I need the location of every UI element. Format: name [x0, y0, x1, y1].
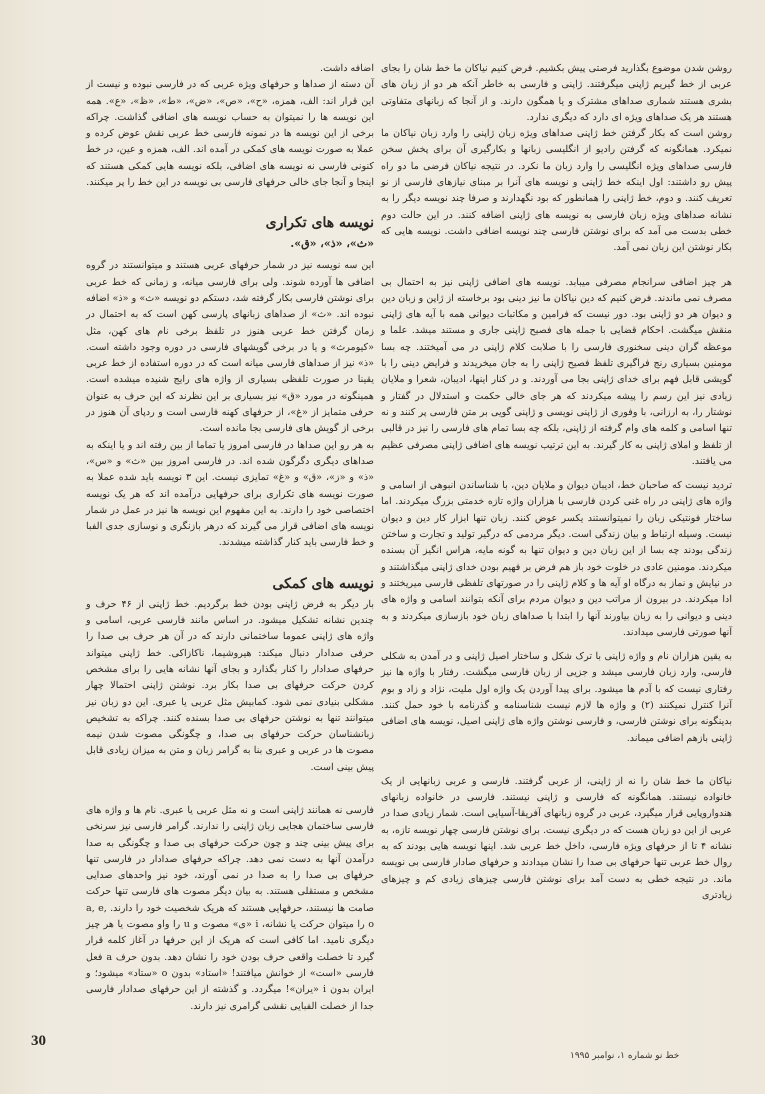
- section-heading: نویسه های تکراری: [265, 215, 374, 232]
- paragraph: نیاکان ما خط شان را نه از ژاپنی، از عربی گرفتند. فارسی و عربی زبانهایی از یک خانواده نیستند. همانگونه که فارسی و ژاپنی نیستند. فارسی در خانواده زبانهای هندواروپایی قرار میگیرد، عربی در گروه زبانهای آفریقا-آسیایی است. شمار زیادی صدا در عربی از این دو زبان هست که در دیگری نیست. برای نوشتن فارسی چهار نویسه تازه، به نشانه ۴ تا از حرفهای ویژه فارسی، داخل خط عربی شد. اینها نویسه هایی بودند که به روال خط عربی تنها حرفهای بی صدا را نشان میدادند و حرفهای صادار فارسی بی نویسه ماند. در نتیجه خطی به دست آمد برای نوشتن فارسی چیزهای زیادی کم و چیزهای زیادتری: [381, 775, 733, 901]
- left-column: [86, 61, 374, 1015]
- paragraph: بار دیگر به فرض ژاپنی بودن خط برگردیم. خط ژاپنی از ۴۶ حرف و چندین نشانه تشکیل میشود. در اساس مانند فارسی عربی، اسامی و واژه های ژاپنی عموما ساختمانی دارند که در آن هر حرف بی صدا را حرفی صدادار دنبال میکند: هیروشیما، ناکازاکی. خط ژاپنی میتواند حرفهای صدادار را کنار بگذارد و بجای آنها نشانه هایی را برای مشخص کردن حرکت حرفهای بی صدا بکار برد. نوشتن ژاپنی احتمالا چهار مشکلی بنیادی نمی شود. کمابیش مثل عربی یا عبری. این دو زبان نیز میتوانند تنها به نوشتن حرفهای بی صدا بسنده کنند. چراکه به تشخیص زبانشناسان حرکت حرفهای بی صدا، و چگونگی مصوت شدن نیمه مصوت ها در عربی و عبری بنا به گرامر زبان و متن به میزان زیادی قابل پیش بینی است.: [86, 598, 374, 773]
- section-subheading: «ث»، «ذ»، «ق».: [290, 237, 374, 251]
- section-heading: نویسه های کمکی: [272, 575, 374, 592]
- spacer: [381, 470, 732, 478]
- issue-line: خط نو شماره ۱، نوامبر ۱۹۹۵: [570, 1051, 680, 1061]
- spacer: [381, 257, 732, 275]
- paragraph: فارسی نه همانند ژاپنی است و نه مثل عربی یا عبری. نام ها و واژه های فارسی ساختمان هجایی زبان ژاپنی را ندارند. گرامر فارسی نیز سرنخی برای پیش بینی چند و چون حرکت حرفهای بی صدا و چگونگی به صدا درآمدن آنها به دست نمی دهد. چراکه حرفهای صدادار در فارسی تنها حرفهای بی صدا را به صدا در نمی آورند، خود نیز واحدهای صدایی مشخص و مستقلی هستند. به بیان دیگر مصوت های فارسی تنها حرکت صامت ها نیستند، حرفهایی هستند که هریک شخصیت خود را دارند. a, e, o را میتوان حرکت یا نشانه، i «ی» مصوت و u را واو مصوت یا هر چیز دیگری نامید. اما کافی است که هریک از این حرفها در آغاز کلمه قرار گیرد تا خصلت واقعی حرف بودن خود را نشان دهد. بدون حرف a فعل فارسی «است» از خوانش میافتند! «استاد» بدون o «ستاد» میشود؛ و ایران بدون i «یران»! میگردد. و گذشته از این حرفهای صدادار فارسی جدا از خصلت الفبایی نقشی گرامری نیز دارند.: [86, 804, 375, 1012]
- right-column: [381, 61, 732, 904]
- paragraph: به هر رو این صداها در فارسی امروز یا تماما از بین رفته اند و یا اینکه به صداهای دیگری دگرگون شده اند. در فارسی امروز بین «ث» و «س»، «ذ» و «ز»، «ق» و «غ» تمایزی نیست. این ۳ نویسه باید شده عملا به صورت نویسه های تکراری برای حرفهایی درآمده اند که هر یک نویسه اختصاصی خود را دارند. به این مفهوم این نویسه ها نیز در عمل در شمار نویسه های اضافی قرار می گیرند که درهر بازنگری و نوسازی جدی الفبا و خط فارسی باید کنار گذاشته میشدند.: [86, 439, 374, 549]
- paragraph: روشن است که بکار گرفتن خط ژاپنی صداهای ویژه زبان ژاپنی را وارد زبان نیاکان ما نمیکرد. همانگونه که گرفتن رادیو از انگلیسی زبانها و بکارگیری آن برای پخش سخن فارسی صداهای ویژه انگلیسی را وارد زبان ما نکرد. در نتیجه نیاکان فرضی ما دو راه پیش رو داشتند: اول اینکه خط ژاپنی و نویسه های آنرا بر مبنای نیازهای فارسی از نو تعریف کنند. و دوم، خط ژاپنی را همانطور که بود نگهدارند و صرفا چند نویسه دیگر را به نشانه صداهای ویژه زبان فارسی به نویسه های ژاپنی اضافه کنند. در این حالت دوم خطی بدست می آمد که برای نوشتن فارسی چند نویسه اضافی داشت. نویسه هایی که بکار نوشتن این زبان نمی آمد.: [381, 128, 732, 254]
- spacer: [86, 776, 374, 803]
- page-number: 30: [31, 1033, 46, 1049]
- paragraph: آن دسته از صداها و حرفهای ویژه عربی که در فارسی نبوده و نیست از این قرار اند: الف، همزه، «ح»، «ص»، «ض»، «ط»، «ظ»، «ع». همه این نویسه ها را نمیتوان به حساب نویسه های اضافی گذاشت. چراکه برخی از این نویسه ها در نمونه فارسی خط عربی نقش عوض کرده و عملا به صورت نویسه های کمکی در آمده اند. الف، همزه و عین، در خط کنونی فارسی نه نویسه های اضافی، بلکه نویسه هایی کمکی هستند که اینجا و آنجا جای خالی حرفهای فارسی بی نویسه در این خط را پر میکنند.: [86, 79, 374, 189]
- spacer: [381, 747, 732, 774]
- paragraph: به یقین هزاران نام و واژه ژاپنی با ترک شکل و ساختار اصیل ژاپنی و در آمدن به شکلی فارسی، وارد زبان فارسی میشد و جزیی از زبان فارسی میگشت. رفتار با واژه ها نیز رفتاری نیست که با آدم ها میشود. برای پیدا آوردن یک واژه اول ملیت، نژاد و زاد و بوم آنرا کنترل نمیکنند (۲) و واژه ها لازم نیست شناسنامه و گذرنامه با خود حمل کنند. بدینگونه برای نوشتن فارسی، و فارسی نوشتن واژه های ژاپنی اصیل، نویسه های اضافی ژاپنی بازهم اضافی میماند.: [381, 651, 732, 744]
- paragraph: هر چیز اضافی سرانجام مصرفی میبابد. نویسه های اضافی ژاپنی نیز به احتمال بی مصرف نمی ماندند. فرض کنیم که دین نیاکان ما نیز دینی بود برخاسته از ژاپن و زبان دین و دیوان هر دو ژاپنی بود. دور نیست که فرامین و مکاتبات دیوانی همه با آیه های ژاپنی منقش میگشت. احکام قضایی با جمله های فصیح ژاپنی جاری و مستند میشد. علما و موعظه گران دینی سخنوری فارسی را با صلابت کلام ژاپنی در می آمیختند. چه بسا مومنین بسیاری رنج فراگیری تلفظ فصیح ژاپنی را به جان میخریدند و فرایض دینی را با گویشی قابل فهم برای خدای ژاپنی بجا می آوردند. و در کنار اینها، ادیبان، شعرا و ملایان زیادی نیز این رسم را پیشه میکردند که هر جای خالی حکمت و استدلال در گفتار و نوشتار را، به ارزانی، با وفوری از ژاپنی نویسی و ژاپنی گویی بر متن فارسی پر کنند و نه تنها اسامی و کلمه های وام گرفته از ژاپنی، بلکه چه بسا تمام های فارسی را نیز در قالبی از تلفظ و املای ژاپنی به کار گیرند. به این ترتیب نویسه های اضافی ژاپنی مصرفی عظیم می یافتند.: [381, 276, 732, 467]
- paragraph: تردید نیست که صاحبان خط، ادیبان دیوان و ملایان دین، با شناساندن انبوهی از اسامی و واژه های ژاپنی در راه غنی کردن فارسی با هزاران واژه تازه خدمتی بزرگ میکردند. اما ساختار فونتیکی زبان را نمیتوانستند یکسر عوض کنند. زبان تنها ابزار کار دین و دیوان نیست. وسیله ارتباط و بیان زندگی است. دیگر مردمی که درگیر تولید و تجارت و ساختن زندگی بودند چه بسا از این زبان دین و دیوان تنها به گونه مایه، هراس انگیز آن بسنده میکردند. مومنین عادی در خلوت خود باز هم فرض بر فهیم بودن خدای ژاپنی میگذاشتند و در نیایش و نماز به درگاه او آیه ها و کلام ژاپنی را در صورتهای تلفظی فارسی میریختند و ادا میکردند. در بیرون از مراتب دین و دیوان مردم برای آنکه بتوانند اسامی و واژه های دینی و دیوانی را به زبان بیاورند آنها را ابتدا با صداهای زبان خود بازسازی میکردند و به آنها صورتی فارسی میدادند.: [381, 480, 732, 638]
- paragraph: روشن شدن موضوع بگذارید فرصتی پیش بکشیم. فرض کنیم نیاکان ما خط شان را بجای عربی از خط گیریم ژاپنی میگرفتند. ژاپنی و فارسی به خاطر آنکه هر دو از زبان های بشری هستند شماری صداهای مشترک و یا همگون دارند. و از آنجا که زبانهای متفاوتی هستند هر یک صداهای ویژه ای دارد که دیگری ندارد.: [381, 63, 732, 123]
- paragraph: این سه نویسه نیز در شمار حرفهای عربی هستند و میتوانستند در گروه اضافی ها آورده شوند. ولی برای فارسی میانه، و زمانی که خط عربی برای نوشتن فارسی بکار گرفته شد، دستکم دو نویسه «ث» و «ذ» اضافه نبوده اند. «ث» از صداهای زبانهای پارسی کهن است که به احتمال در زمان گرفتن خط عربی هنوز در تلفظ برخی نام های کهن، مثل «کیومرث» و یا در برخی گویشهای فارسی در دوره وجود داشته است. «ذ» نیز از صداهای فارسی میانه است که در دوره استفاده از خط عربی یقینا در صورت تلفظی بسیاری از واژه های رایج شنیده میشده است. همینگونه در مورد «ق» نیز بسیاری بر این نظرند که این حرف به عنوان حرفی متمایز از «غ»، از حرفهای کهنه فارسی است و ردپای آن هنوز در برخی از گویش های فارسی بجا مانده است.: [86, 260, 374, 435]
- paragraph: اضافه داشت.: [320, 63, 374, 74]
- spacer: [381, 641, 732, 649]
